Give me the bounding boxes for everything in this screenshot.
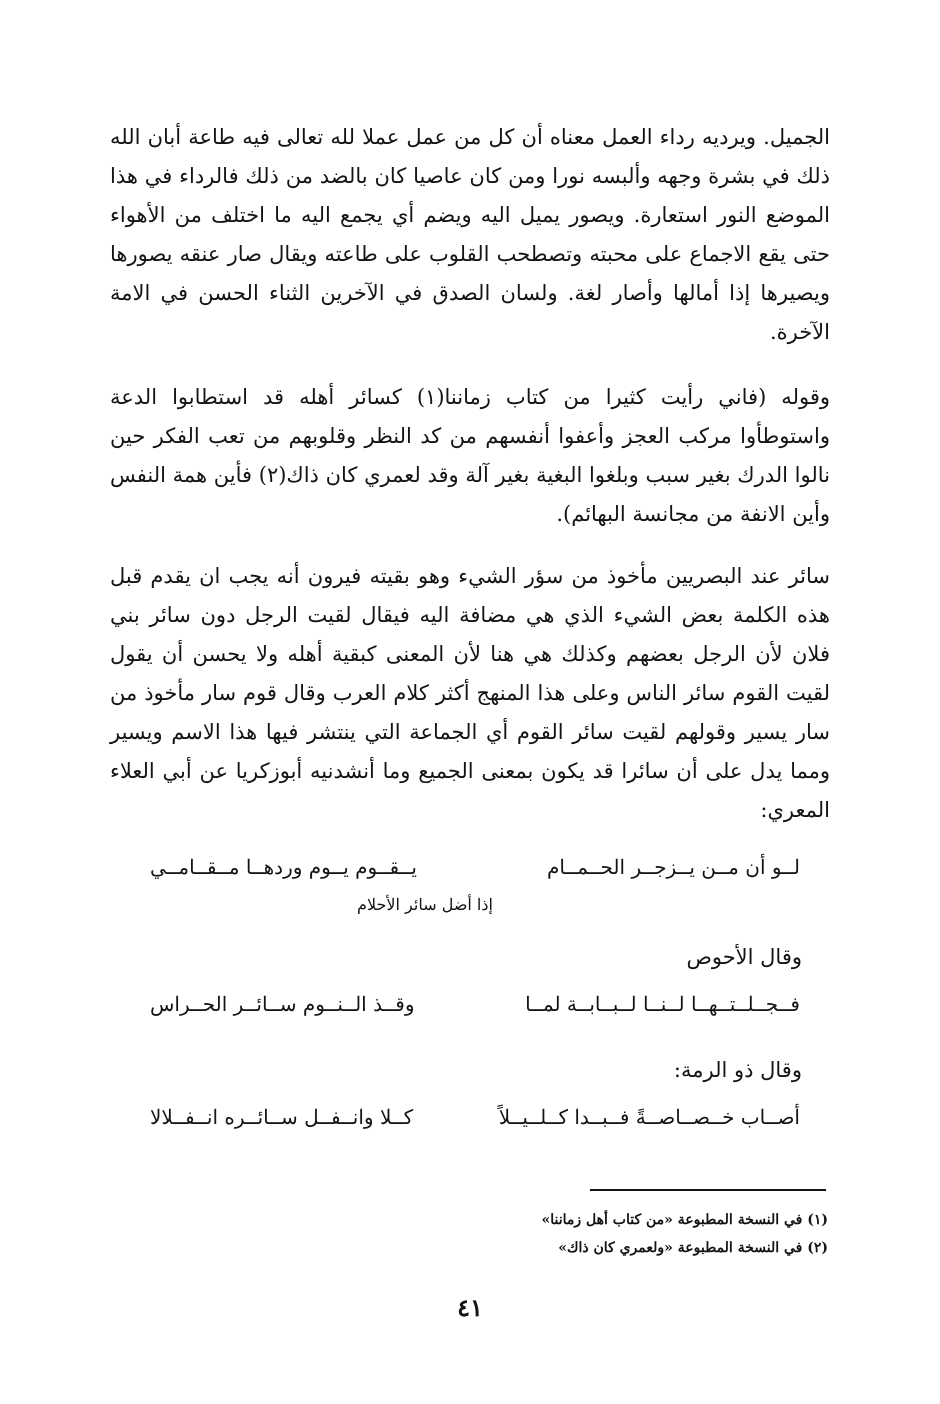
footnote: (٢) في النسخة المطبوعة «ولعمري كان ذاك» bbox=[558, 1240, 828, 1256]
verse-second-hemistich: وقــذ الــنــوم ســائــر الحــراس bbox=[150, 992, 415, 1016]
verse-line bbox=[150, 992, 800, 1016]
verse-attribution: وقال الأحوص bbox=[686, 945, 802, 969]
body-paragraph: سائر عند البصريين مأخوذ من سؤر الشيء وهو بقيته فيرون أنه يجب ان يقدم قبل هذه الكلمة بعض الشيء الذي هي مضافة اليه فيقال لقيت الرجل دون سائر بني فلان لأن الرجل بعضهم وكذلك هي هنا لأن المعنى كبقية أهله ولا يحسن أن يقول لقيت القوم سائر الناس وعلى هذا المنهج أكثر كلام العرب وقال قوم سار مأخوذ من سار يسير وقولهم لقيت سائر القوم أي الجماعة التي ينتشر فيها هذا الاسم ويسير ومما يدل على أن سائرا قد يكون بمعنى الجميع وما أنشدنيه أبوزكريا عن أبي العلاء المعري: bbox=[110, 564, 830, 822]
verse-continuation: إذا أضل سائر الأحلام bbox=[357, 895, 493, 914]
footnote-divider bbox=[590, 1189, 826, 1191]
verse-first-hemistich: فــجــلــتــهــا لــنــا لــبــابــة لمــا bbox=[525, 992, 800, 1016]
verse-second-hemistich: يــقــوم يــوم وردهــا مــقــامــي bbox=[150, 855, 417, 879]
page-number: ٤١ bbox=[457, 1293, 483, 1322]
verse-first-hemistich: أصــاب خــصــاصــةً فــبــدا كــلــيــلاً bbox=[498, 1105, 800, 1129]
verse-attribution: وقال ذو الرمة: bbox=[673, 1058, 802, 1082]
body-paragraph: الجميل. ويرديه رداء العمل معناه أن كل من عمل عملا لله تعالى فيه طاعة أبان الله ذلك في بشرة وجهه وألبسه نورا ومن كان عاصيا كان بالضد من ذلك فالرداء في هذا الموضع النور استعارة. ويصور يميل اليه ويضم أي يجمع اليه ما اختلف من الأهواء حتى يقع الاجماع على محبته وتصطحب القلوب على طاعته ويقال صار عنقه يصورها ويصيرها إذا أمالها وأصار لغة. ولسان الصدق في الآخرين الثناء الحسن في الامة الآخرة. bbox=[110, 125, 830, 344]
body-paragraph: وقوله (فاني رأيت كثيرا من كتاب زماننا(١) كسائر أهله قد استطابوا الدعة واستوطأوا مركب العجز وأعفوا أنفسهم من كد النظر وقلوبهم من تعب الفكر حين نالوا الدرك بغير سبب وبلغوا البغية بغير آلة وقد لعمري كان ذاك(٢) فأين همة النفس وأين الانفة من مجانسة البهائم). bbox=[110, 385, 830, 526]
verse-line bbox=[150, 1105, 800, 1129]
footnote: (١) في النسخة المطبوعة «من كتاب أهل زماننا» bbox=[541, 1212, 828, 1228]
verse-first-hemistich: لــو أن مــن يــزجــر الحــمــام bbox=[547, 855, 800, 879]
verse-second-hemistich: كــلا وانــفــل ســائــره انــفــلالا bbox=[150, 1105, 414, 1129]
verse-line bbox=[150, 855, 800, 879]
